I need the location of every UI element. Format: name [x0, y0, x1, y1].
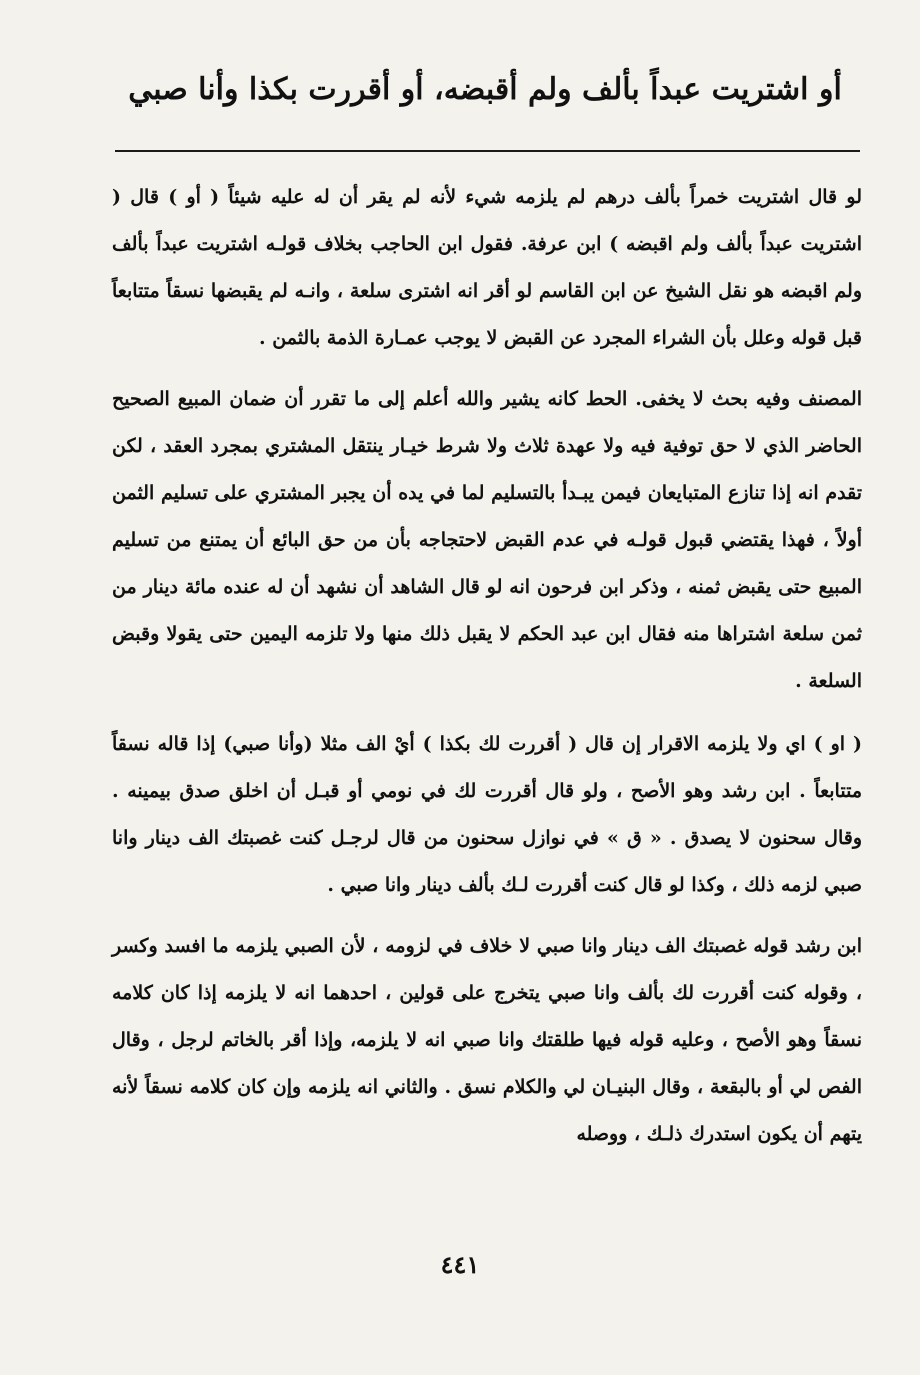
- paragraph-1: لو قال اشتريت خمراً بألف درهم لم يلزمه شيء لأنه لم يقر أن له عليه شيئاً ( أو ) قال ( اشتريت عبداً بألف ولم اقبضه ) ابن عرفة. فقول ابن الحاجب بخلاف قولـه اشتريت عبداً بألف ولم اقبضه هو نقل الشيخ عن ابن القاسم لو أقر انه اشترى سلعة ، وانـه لم يقبضها نسقاً متتابعاً قبل قوله وعلل بأن الشراء المجرد عن القبض لا يوجب عمـارة الذمة بالثمن .: [112, 186, 862, 349]
- paragraph-3: ( او ) اي ولا يلزمه الاقرار إن قال ( أقررت لك بكذا ) أيْ الف مثلا (وأنا صبي) إذا قاله نسقاً متتابعاً . ابن رشد وهو الأصح ، ولو قال أقررت لك في نومي أو قبـل أن اخلق صدق بيمينه . وقال سحنون لا يصدق . « ق » في نوازل سحنون من قال لرجـل كنت غصبتك الف دينار وانا صبي لزمه ذلك ، وكذا لو قال كنت أقررت لـك بألف دينار وانا صبي .: [112, 733, 862, 896]
- page-number: ٤٤١: [440, 1250, 480, 1279]
- paragraph-4: ابن رشد قوله غصبتك الف دينار وانا صبي لا خلاف في لزومه ، لأن الصبي يلزمه ما افسد وكسر ، وقوله كنت أقررت لك بألف وانا صبي يتخرج على قولين ، احدهما انه لا يلزمه إذا كان كلامه نسقاً وهو الأصح ، وعليه قوله فيها طلقتك وانا صبي انه لا يلزمه، وإذا أقر بالخاتم لرجل ، وقال الفص لي أو بالبقعة ، وقال البنيـان لي والكلام نسق . والثاني انه يلزمه وإن كان كلامه نسقاً لأنه يتهم أن يكون استدرك ذلـك ، ووصله: [112, 935, 862, 1145]
- body-text: [112, 174, 862, 1158]
- header-divider: [115, 150, 860, 152]
- paragraph-2: المصنف وفيه بحث لا يخفى. الحط كانه يشير والله أعلم إلى ما تقرر أن ضمان المبيع الصحيح الحاضر الذي لا حق توفية فيه ولا عهدة ثلاث ولا شرط خيـار ينتقل المشتري بمجرد العقد ، لكن تقدم انه إذا تنازع المتبايعان فيمن يبـدأ بالتسليم لما في يده أن يجبر المشتري على تسليم الثمن أولاً ، فهذا يقتضي قبول قولـه في عدم القبض لاحتجاجه بأن من حق البائع أن يمتنع من تسليم المبيع حتى يقبض ثمنه ، وذكر ابن فرحون انه لو قال الشاهد أن نشهد أن له عنده مائة دينار من ثمن سلعة اشتراها منه فقال ابن عبد الحكم لا يقبل ذلك منها ولا تلزمه اليمين حتى يقولا وقبض السلعة .: [112, 388, 862, 692]
- page-header: أو اشتريت عبداً بألف ولم أقبضه، أو أقررت بكذا وأنا صبي: [128, 72, 842, 107]
